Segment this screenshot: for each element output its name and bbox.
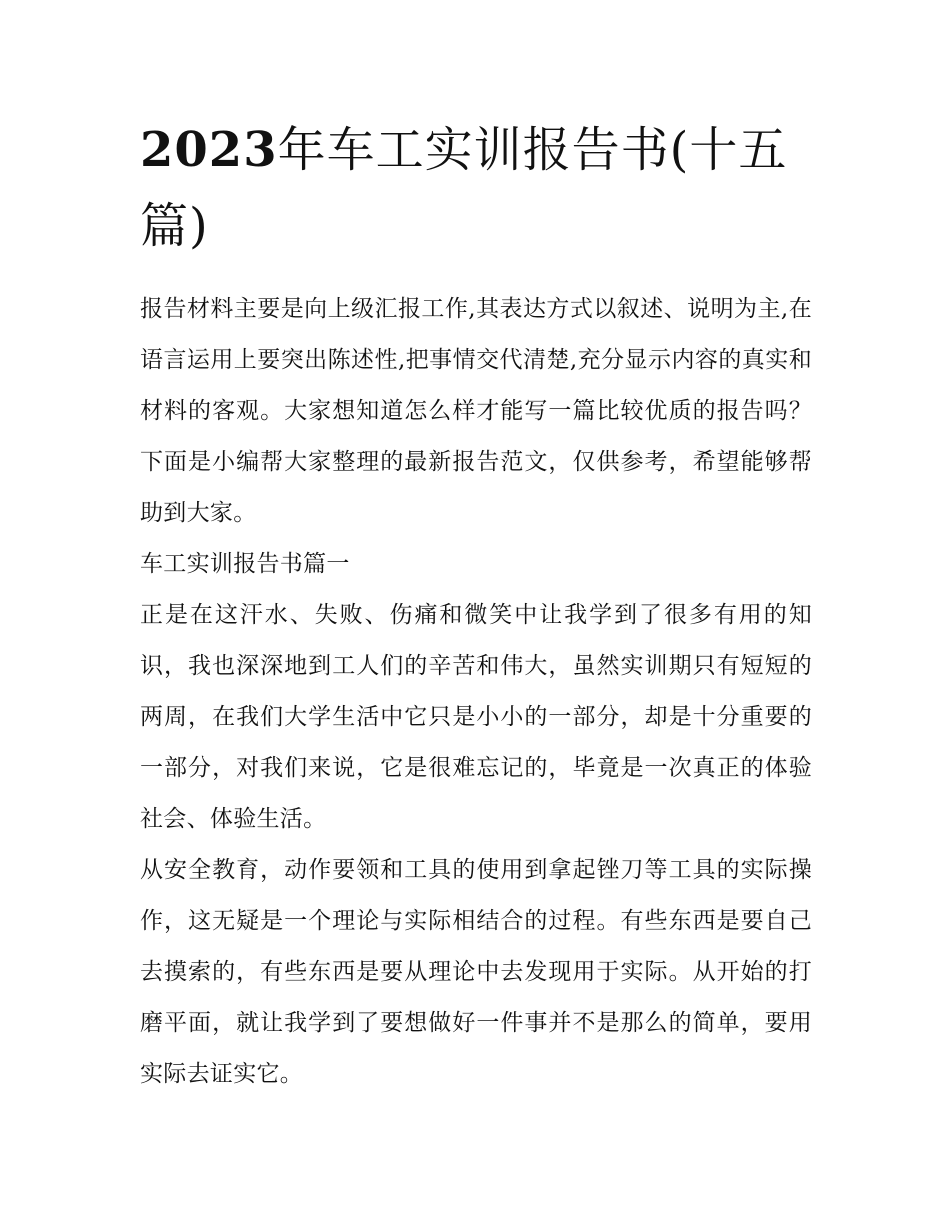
document-page: [140, 112, 812, 1100]
section-heading: 车工实训报告书篇一: [140, 551, 350, 577]
title-year: 2023: [140, 122, 278, 178]
document-body: [140, 284, 812, 1100]
body-paragraph: 从安全教育，动作要领和工具的使用到拿起锉刀等工具的实际操作，这无疑是一个理论与实际相结合的过程。有些东西是要自己去摸索的，有些东西是要从理论中去发现用于实际。从开始的打磨平面，就让我学到了要想做好一件事并不是那么的简单，要用实际去证实它。: [140, 857, 812, 1087]
body-paragraph: 正是在这汗水、失败、伤痛和微笑中让我学到了很多有用的知识，我也深深地到工人们的辛苦和伟大，虽然实训期只有短短的两周，在我们大学生活中它只是小小的一部分，却是十分重要的一部分，对我们来说，它是很难忘记的，毕竟是一次真正的体验社会、体验生活。: [140, 602, 812, 832]
title-text: 年车工实训报告书(十五篇): [140, 122, 788, 254]
intro-paragraph: 报告材料主要是向上级汇报工作,其表达方式以叙述、说明为主,在语言运用上要突出陈述性,把事情交代清楚,充分显示内容的真实和材料的客观。大家想知道怎么样才能写一篇比较优质的报告吗？下面是小编帮大家整理的最新报告范文，仅供参考，希望能够帮助到大家。: [140, 296, 812, 526]
document-title: [140, 112, 812, 264]
